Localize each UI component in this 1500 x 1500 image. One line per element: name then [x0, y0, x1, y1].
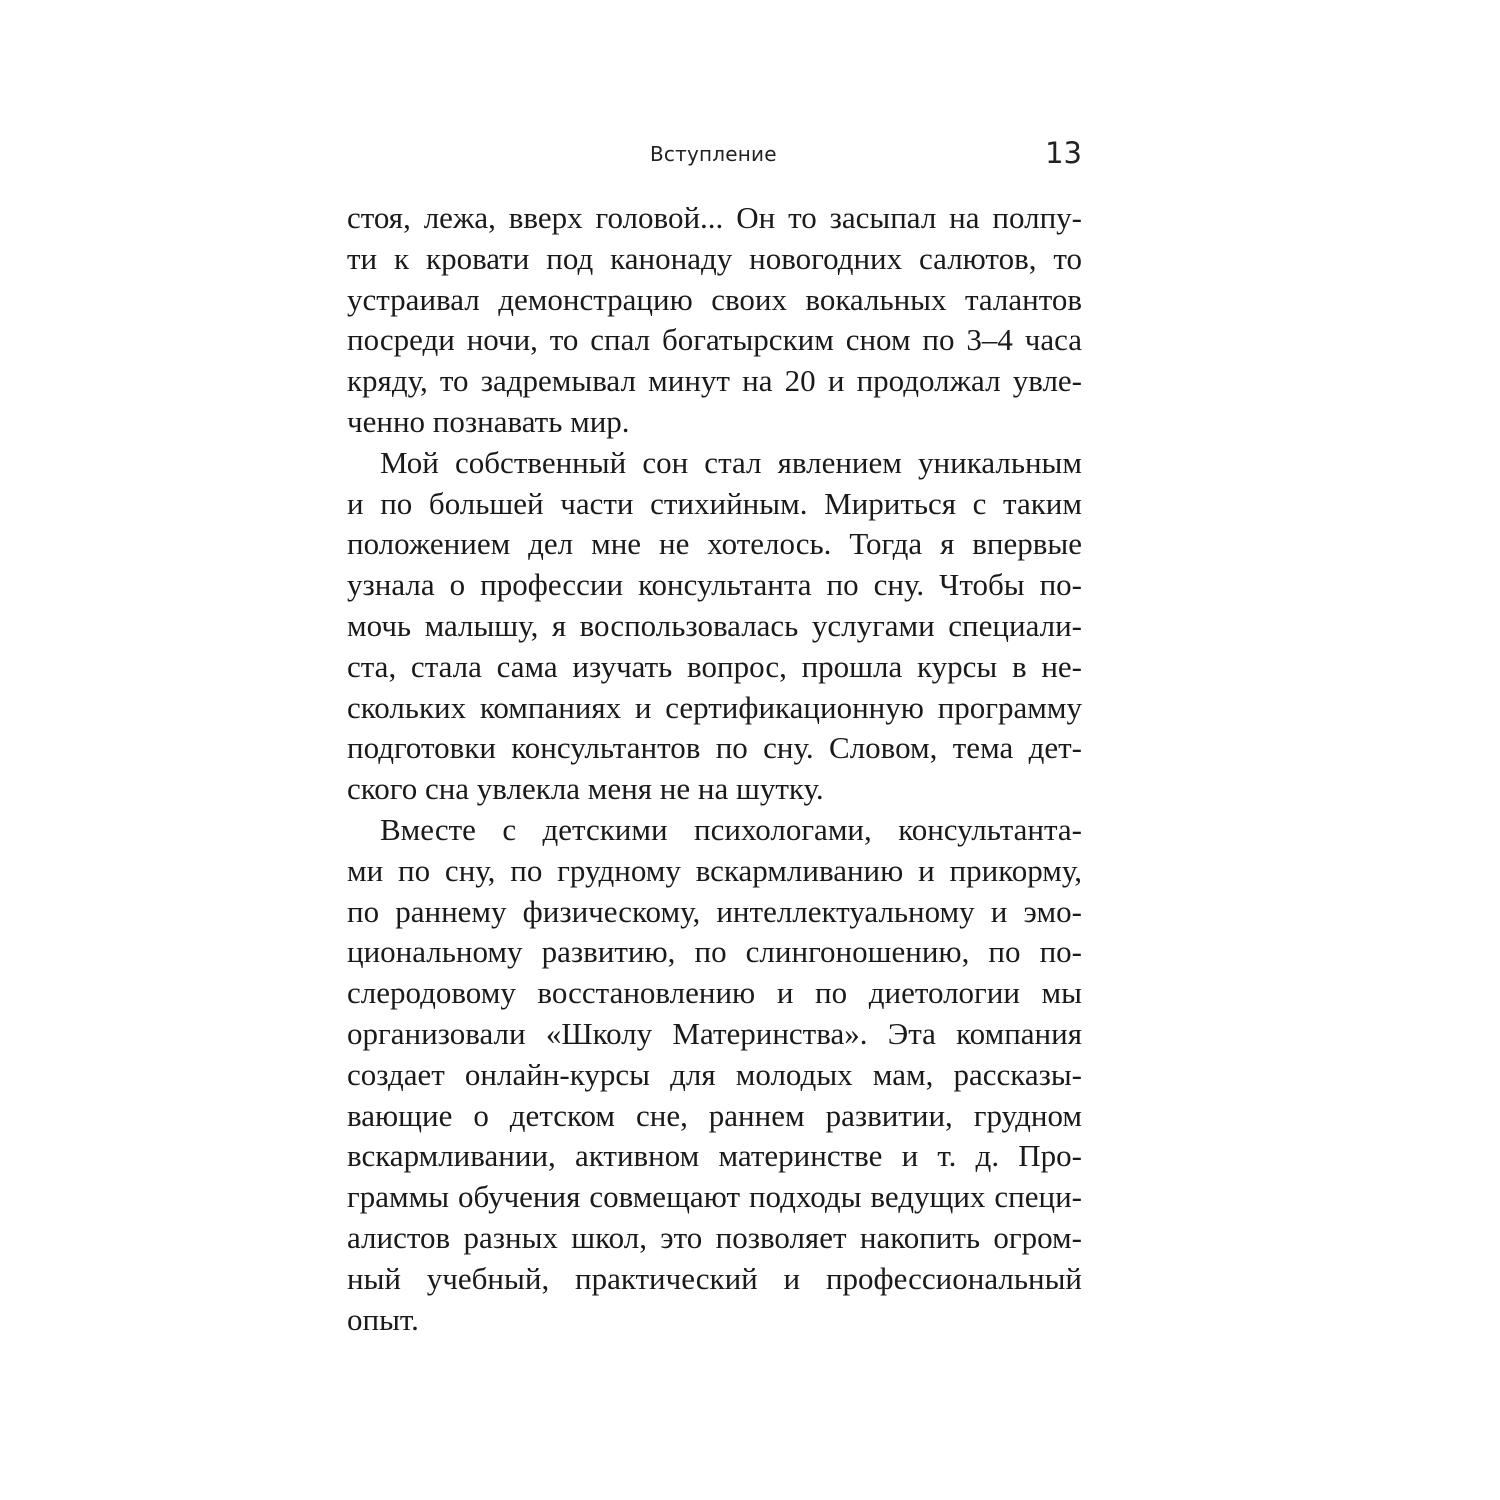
text-line: и по большей части стихийным. Мириться с таким	[347, 485, 1082, 521]
text-line: ти к кровати под канонаду новогодних салютов, то	[347, 240, 1082, 276]
text-line: опыт.	[347, 1301, 419, 1337]
text-line: посреди ночи, то спал богатырским сном по 3–4 часа	[347, 322, 1082, 358]
text-line: алистов разных школ, это позволяет накопить огром-	[347, 1219, 1082, 1255]
text-line: ченно познавать мир.	[347, 403, 630, 439]
text-line: ского сна увлекла меня не на шутку.	[347, 771, 824, 807]
text-body	[347, 198, 1082, 1340]
text-line: слеродовому восстановлению и по диетологии мы	[347, 975, 1082, 1011]
text-line: устраивал демонстрацию своих вокальных талантов	[347, 281, 1082, 317]
text-line: положением дел мне не хотелось. Тогда я впервые	[347, 526, 1082, 562]
text-line: подготовки консультантов по сну. Словом, тема дет-	[347, 730, 1082, 766]
text-line: организовали «Школу Материнства». Эта компания	[347, 1015, 1082, 1051]
page-number: 13	[1045, 136, 1082, 170]
text-line: создает онлайн-курсы для молодых мам, рассказы-	[347, 1056, 1082, 1092]
text-line: кряду, то задремывал минут на 20 и продолжал увле-	[347, 363, 1082, 399]
text-line: скольких компаниях и сертификационную программу	[347, 689, 1082, 725]
text-line: Мой собственный сон стал явлением уникальным	[380, 444, 1082, 480]
text-line: вскармливании, активном материнстве и т. д. Про-	[347, 1138, 1082, 1174]
text-line: вающие о детском сне, раннем развитии, грудном	[347, 1097, 1082, 1133]
text-line: мочь малышу, я воспользовалась услугами специали-	[347, 607, 1082, 643]
paragraph-1	[347, 198, 1082, 443]
text-line: ми по сну, по грудному вскармливанию и прикорму,	[347, 852, 1082, 888]
running-title: Вступление	[650, 142, 777, 166]
text-line: стоя, лежа, вверх головой... Он то засыпал на полпу-	[347, 200, 1082, 235]
text-line: ста, стала сама изучать вопрос, прошла курсы в не-	[347, 648, 1082, 684]
text-line: узнала о профессии консультанта по сну. Чтобы по-	[347, 567, 1082, 603]
text-line: граммы обучения совмещают подходы ведущих специ-	[347, 1179, 1082, 1215]
paragraph-2	[347, 443, 1082, 810]
text-line: Вместе с детскими психологами, консультанта-	[380, 811, 1082, 847]
text-line: ный учебный, практический и профессиональный	[347, 1260, 1082, 1296]
paragraph-3	[347, 810, 1082, 1340]
text-line: по раннему физическому, интеллектуальному и эмо-	[347, 893, 1082, 929]
text-line: циональному развитию, по слингоношению, по по-	[347, 934, 1082, 970]
